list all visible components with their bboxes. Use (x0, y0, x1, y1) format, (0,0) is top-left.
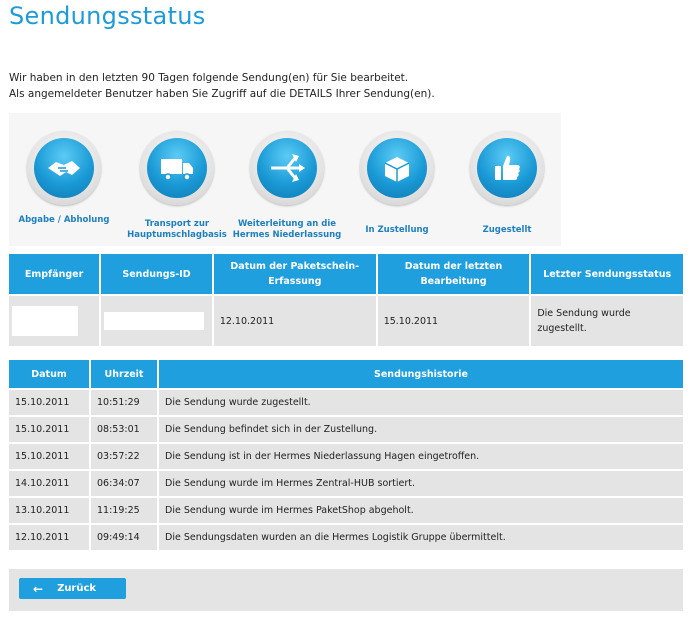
header-erfassung: Datum der Paketschein-Erfassung (213, 254, 377, 295)
table-row (9, 524, 683, 550)
step-circle (140, 131, 214, 205)
step-circle (360, 131, 434, 205)
history-text: Die Sendung befindet sich in der Zustellung. (158, 416, 683, 443)
history-time: 06:34:07 (90, 470, 158, 497)
table-row (9, 497, 683, 524)
intro-line-2: Als angemeldeter Benutzer haben Sie Zugriff auf die DETAILS Ihrer Sendung(en). (9, 88, 435, 100)
history-text: Die Sendung ist in der Hermes Niederlassung Hagen eingetroffen. (158, 443, 683, 470)
truck-icon (147, 138, 207, 198)
header-uhrzeit: Uhrzeit (90, 360, 158, 389)
thumbs-up-icon (477, 138, 537, 198)
footer-bar (9, 569, 683, 611)
history-time: 08:53:01 (90, 416, 158, 443)
intro-line-1: Wir haben in den letzten 90 Tagen folgende Sendung(en) für Sie bearbeitet. (9, 72, 409, 84)
history-text: Die Sendung wurde zugestellt. (158, 389, 683, 416)
page-title: Sendungsstatus (9, 2, 206, 30)
history-text: Die Sendung wurde im Hermes Zentral-HUB sortiert. (158, 470, 683, 497)
history-date: 15.10.2011 (9, 389, 90, 416)
empfaenger-value (12, 306, 78, 336)
cell-status: Die Sendung wurde zugestellt. (530, 295, 683, 346)
back-button[interactable] (19, 578, 126, 599)
step-zugestellt (452, 113, 562, 246)
header-historie: Sendungshistorie (158, 360, 683, 389)
step-abgabe (9, 113, 119, 246)
back-button-label: Zurück (57, 583, 97, 594)
history-time: 09:49:14 (90, 524, 158, 550)
step-label: Abgabe / Abholung (18, 215, 110, 225)
header-empfaenger: Empfänger (9, 254, 100, 295)
history-date: 15.10.2011 (9, 443, 90, 470)
history-text: Die Sendung wurde im Hermes PaketShop abgeholt. (158, 497, 683, 524)
step-circle (470, 131, 544, 205)
status-steps (9, 113, 561, 246)
header-sendungs-id: Sendungs-ID (100, 254, 213, 295)
step-circle (250, 131, 324, 205)
package-icon (367, 138, 427, 198)
step-label: Zugestellt (482, 225, 532, 235)
cell-sendungs-id (100, 295, 213, 346)
header-bearbeitung: Datum der letzten Bearbeitung (377, 254, 531, 295)
history-date: 14.10.2011 (9, 470, 90, 497)
step-label: In Zustellung (365, 225, 429, 235)
intro-text (9, 70, 435, 102)
step-circle (27, 131, 101, 205)
table-row (9, 470, 683, 497)
table-row (9, 295, 683, 346)
header-datum: Datum (9, 360, 90, 389)
history-text: Die Sendungsdaten wurden an die Hermes Logistik Gruppe übermittelt. (158, 524, 683, 550)
history-time: 10:51:29 (90, 389, 158, 416)
history-time: 11:19:25 (90, 497, 158, 524)
summary-table (9, 254, 683, 346)
history-date: 15.10.2011 (9, 416, 90, 443)
history-time: 03:57:22 (90, 443, 158, 470)
cell-empfaenger (9, 295, 100, 346)
step-label: Transport zur Hauptumschlagbasis (127, 219, 227, 240)
forward-arrows-icon (257, 138, 317, 198)
handshake-icon (34, 138, 94, 198)
step-label: Weiterleitung an die Hermes Niederlassung (232, 219, 342, 240)
table-row (9, 416, 683, 443)
cell-erfassung: 12.10.2011 (213, 295, 377, 346)
table-row (9, 443, 683, 470)
step-in-zustellung (342, 113, 452, 246)
history-date: 13.10.2011 (9, 497, 90, 524)
cell-bearbeitung: 15.10.2011 (377, 295, 531, 346)
sendungs-id-value (104, 312, 204, 330)
history-table (9, 360, 683, 550)
arrow-left-icon: ← (33, 581, 44, 596)
step-transport (122, 113, 232, 246)
table-row (9, 389, 683, 416)
header-status: Letzter Sendungsstatus (530, 254, 683, 295)
step-weiterleitung (232, 113, 342, 246)
history-date: 12.10.2011 (9, 524, 90, 550)
